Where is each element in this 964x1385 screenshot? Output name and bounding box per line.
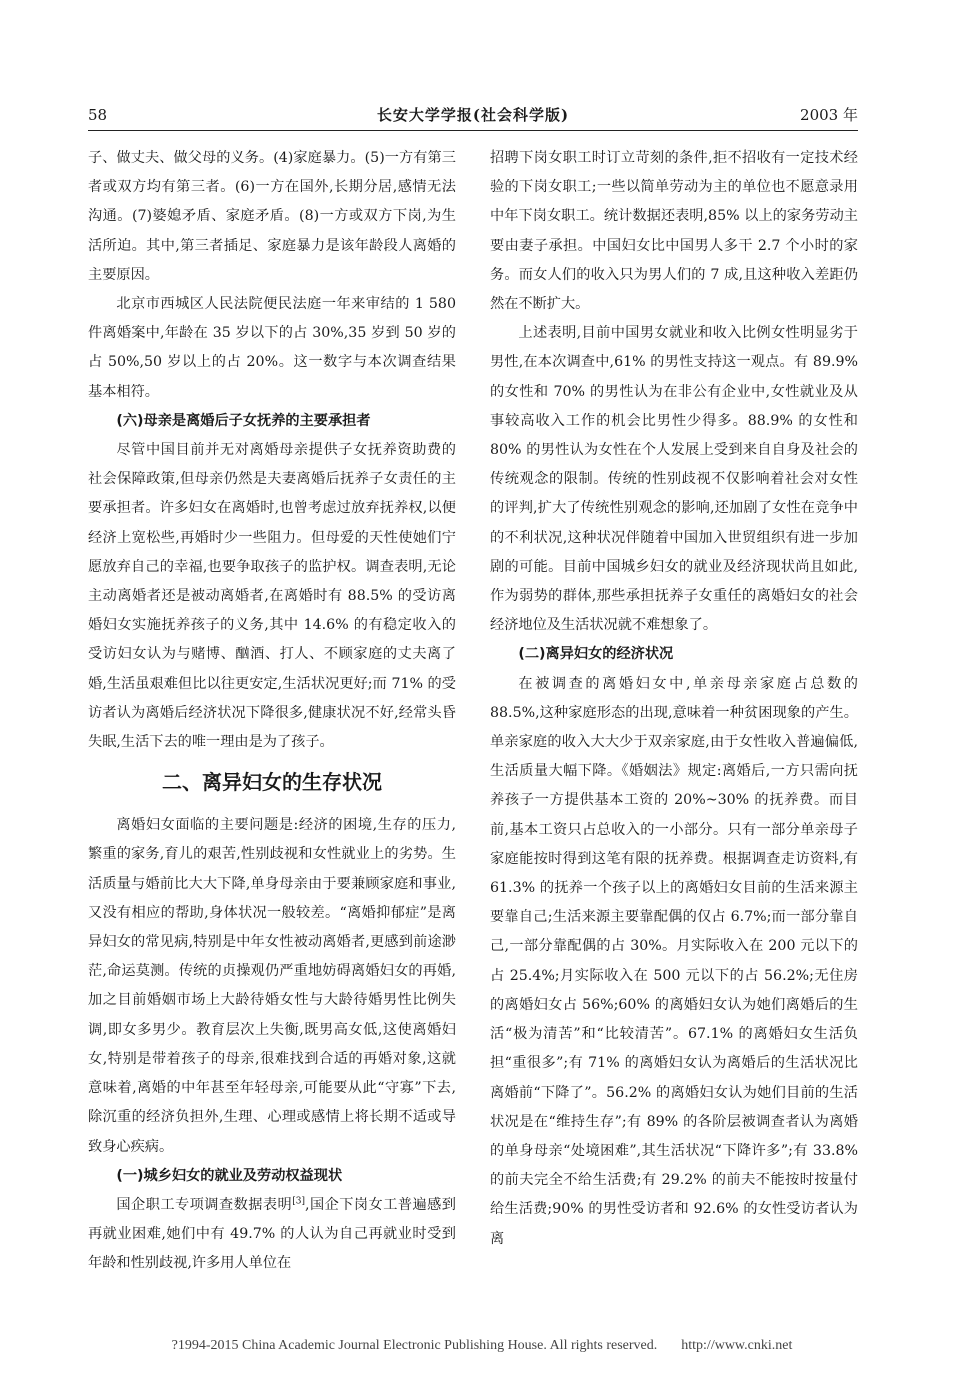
paragraph: 子、做丈夫、做父母的义务。(4)家庭暴力。(5)一方有第三者或双方均有第三者。(6)一方在国外,长期分居,感情无法沟通。(7)婆媳矛盾、家庭矛盾。(8)一方或双方下岗,为生活所迫。其中,第三者插足、家庭暴力是该年龄段人离婚的主要原因。	[88, 150, 456, 283]
paragraph	[88, 1191, 456, 1279]
publication-year: 2003 年	[800, 106, 858, 124]
journal-title: 长安大学学报(社会科学版)	[376, 106, 570, 124]
paragraph: 离婚妇女面临的主要问题是:经济的困境,生存的压力,繁重的家务,育儿的艰苦,性别歧视和女性就业上的劣势。生活质量与婚前比大大下降,单身母亲由于要兼顾家庭和事业,又没有相应的帮助,身体状况一般较差。“离婚抑郁症”是离异妇女的常见病,特别是中年女性被动离婚者,更感到前途渺茫,命运莫测。传统的贞操观仍严重地妨碍离婚妇女的再婚,加之目前婚姻市场上大龄待婚女性与大龄待婚男性比例失调,即女多男少。教育层次上失衡,既男高女低,这使离婚妇女,特别是带着孩子的母亲,很难找到合适的再婚对象,这就意味着,离婚的中年甚至年轻母亲,可能要从此“守寡”下去,除沉重的经济负担外,生理、心理或感情上将长期不适或导致身心疾病。	[88, 817, 456, 1155]
subsection-heading: (一)城乡妇女的就业及劳动权益现状	[116, 1167, 343, 1184]
cnki-link[interactable]: http://www.cnki.net	[681, 1338, 793, 1353]
page-footer	[0, 1338, 964, 1354]
paragraph: 招聘下岗女职工时订立苛刻的条件,拒不招收有一定技术经验的下岗女职工;一些以简单劳动为主的单位也不愿意录用中年下岗女职工。统计数据还表明,85% 以上的家务劳动主要由妻子承担。中国妇女比中国男人多干 2.7 个小时的家务。而女人们的收入只为男人们的 7 成,且这种收入差距仍然在不断扩大。	[490, 150, 858, 313]
section-title: 二、离异妇女的生存状况	[162, 770, 382, 795]
citation-ref[interactable]: [3]	[292, 1196, 305, 1207]
subsection-heading: (二)离异妇女的经济状况	[518, 646, 674, 663]
paragraph-text: ,国企下岗女工普遍感到再就业困难,她们中有 49.7% 的人认为自己再就业时受到年龄和性别歧视,许多用人单位在	[88, 1196, 456, 1272]
subsection-heading: (六)母亲是离婚后子女抚养的主要承担者	[116, 412, 371, 429]
paragraph: 在被调查的离婚妇女中,单亲母亲家庭占总数的 88.5%,这种家庭形态的出现,意味着一种贫困现象的产生。单亲家庭的收入大大少于双亲家庭,由于女性收入普遍偏低,生活质量大幅下降。《婚姻法》规定:离婚后,一方只需向抚养孩子一方提供基本工资的 20%~30% 的抚养费。而目前,基本工资只占总收入的一小部分。只有一部分单亲母子家庭能按时得到这笔有限的抚养费。根据调查走访资料,有 61.3% 的抚养一个孩子以上的离婚妇女目前的生活来源主要靠自己;生活来源主要靠配偶的仅占 6.7%;而一部分靠自己,一部分靠配偶的占 30%。月实际收入在 200 元以下的占 25.4%;月实际收入在 500 元以下的占 56.2%;无住房的离婚妇女占 56%;60% 的离婚妇女认为她们离婚后的生活“极为清苦”和“比较清苦”。67.1% 的离婚妇女生活负担“重很多”;有 71% 的离婚妇女认为离婚后的生活状况比离婚前“下降了”。56.2% 的离婚妇女认为她们目前的生活状况是在“维持生存”;有 89% 的各阶层被调查者认为离婚的单身母亲“处境困难”,其生活状况“下降许多”;有 33.8% 的前夫完全不给生活费;有 29.2% 的前夫不能按时按量付给生活费;90% 的男性受访者和 92.6% 的女性受访者认为离	[490, 675, 858, 1247]
right-column	[490, 144, 858, 1254]
paragraph: 尽管中国目前并无对离婚母亲提供子女抚养资助费的社会保障政策,但母亲仍然是夫妻离婚后抚养子女责任的主要承担者。许多妇女在离婚时,也曾考虑过放弃抚养权,以便经济上宽松些,再婚时少一些阻力。但母爱的天性使她们宁愿放弃自己的幸福,也要争取孩子的监护权。调查表明,无论主动离婚者还是被动离婚者,在离婚时有 88.5% 的受访离婚妇女实施抚养孩子的义务,其中 14.6% 的有稳定收入的受访妇女认为与赌博、酗酒、打人、不顾家庭的丈夫离了婚,生活虽艰难但比以往更安定,生活状况更好;而 71% 的受访者认为离婚后经济状况下降很多,健康状况不好,经常头昏失眠,生活下去的唯一理由是为了孩子。	[88, 442, 456, 751]
page-header	[88, 104, 858, 126]
header-rule	[88, 130, 858, 131]
paragraph: 上述表明,目前中国男女就业和收入比例女性明显劣于男性,在本次调查中,61% 的男性支持这一观点。有 89.9% 的女性和 70% 的男性认为在非公有企业中,女性就业及从事较高收入工作的机会比男性少得多。88.9% 的女性和 80% 的男性认为女性在个人发展上受到来自自身及社会的传统观念的限制。传统的性别歧视不仅影响着社会对女性的评判,扩大了传统性别观念的影响,还加剧了女性在竞争中的不利状况,这种状况伴随着中国加入世贸组织有进一步加剧的可能。目前中国城乡妇女的就业及经济现状尚且如此,作为弱势的群体,那些承担抚养子女重任的离婚妇女的社会经济地位及生活状况就不难想象了。	[490, 325, 858, 634]
copyright-notice: ?1994-2015 China Academic Journal Electronic Publishing House. All rights reserved.	[171, 1338, 658, 1353]
paragraph-text: 国企职工专项调查数据表明	[116, 1196, 293, 1213]
left-column	[88, 144, 456, 1279]
page-number: 58	[88, 106, 108, 124]
paragraph: 北京市西城区人民法院便民法庭一年来审结的 1 580 件离婚案中,年龄在 35 岁以下的占 30%,35 岁到 50 岁的占 50%,50 岁以上的占 20%。这一数字与本次调查结果基本相符。	[88, 296, 456, 400]
